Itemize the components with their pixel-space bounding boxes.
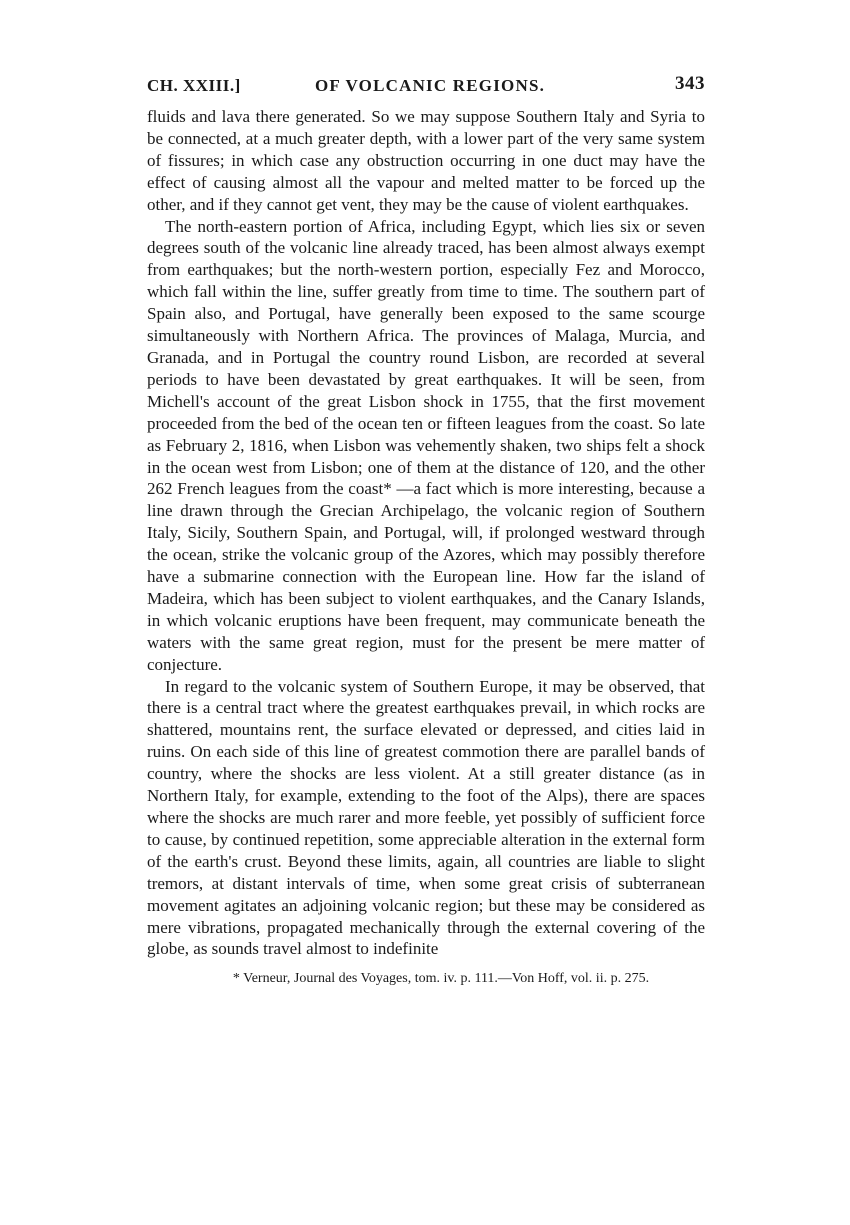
page-number: 343 [675, 73, 705, 94]
book-page [147, 72, 705, 988]
footnote: * Verneur, Journal des Voyages, tom. iv. p. 111.—Von Hoff, vol. ii. p. 275. [232, 971, 650, 987]
running-header [147, 72, 705, 98]
paragraph-1: fluids and lava there generated. So we may suppose Southern Italy and Syria to be connected, at a much greater depth, with a lower part of the very same system of fissures; in which case any obstruction occurring in one duct may have the effect of causing almost all the vapour and melted matter to be forced up the other, and if they cannot get vent, they may be the cause of violent earthquakes. [147, 107, 705, 214]
running-title: OF VOLCANIC REGIONS. [315, 76, 546, 95]
chapter-label: CH. XXIII.] [147, 76, 241, 95]
body-text [147, 106, 705, 960]
paragraph-3: In regard to the volcanic system of Southern Europe, it may be observed, that there is a central tract where the greatest earthquakes prevail, in which rocks are shattered, mountains rent, the surface elevated or depressed, and cities laid in ruins. On each side of this line of greatest commotion there are parallel bands of country, where the shocks are less violent. At a still greater distance (as in Northern Italy, for example, extending to the foot of the Alps), there are spaces where the shocks are much rarer and more feeble, yet possibly of sufficient force to cause, by continued repetition, some appreciable alteration in the external form of the earth's crust. Beyond these limits, again, all countries are liable to slight tremors, at distant intervals of time, when some great crisis of subterranean movement agitates an adjoining volcanic region; but these may be considered as mere vibrations, propagated mechanically through the external covering of the globe, as sounds travel almost to indefinite [147, 676, 705, 959]
paragraph-2: The north-eastern portion of Africa, including Egypt, which lies six or seven degrees south of the volcanic line already traced, has been almost always exempt from earthquakes; but the north-western portion, especially Fez and Morocco, which fall within the line, suffer greatly from time to time. The southern part of Spain also, and Portugal, have generally been exposed to the same scourge simultaneously with Northern Africa. The provinces of Malaga, Murcia, and Granada, and in Portugal the country round Lisbon, are recorded at several periods to have been devastated by great earthquakes. It will be seen, from Michell's account of the great Lisbon shock in 1755, that the first movement proceeded from the bed of the ocean ten or fifteen leagues from the coast. So late as February 2, 1816, when Lisbon was vehemently shaken, two ships felt a shock in the ocean west from Lisbon; one of them at the distance of 120, and the other 262 French leagues from the coast* —a fact which is more interesting, because a line drawn through the Grecian Archipelago, the volcanic region of Southern Italy, Sicily, Southern Spain, and Portugal, will, if prolonged westward through the ocean, strike the volcanic group of the Azores, which may possibly therefore have a submarine connection with the European line. How far the island of Madeira, which has been subject to violent earthquakes, and the Canary Islands, in which volcanic eruptions have been frequent, may communicate beneath the waters with the same great region, must for the present be mere matter of conjecture. [147, 216, 705, 674]
